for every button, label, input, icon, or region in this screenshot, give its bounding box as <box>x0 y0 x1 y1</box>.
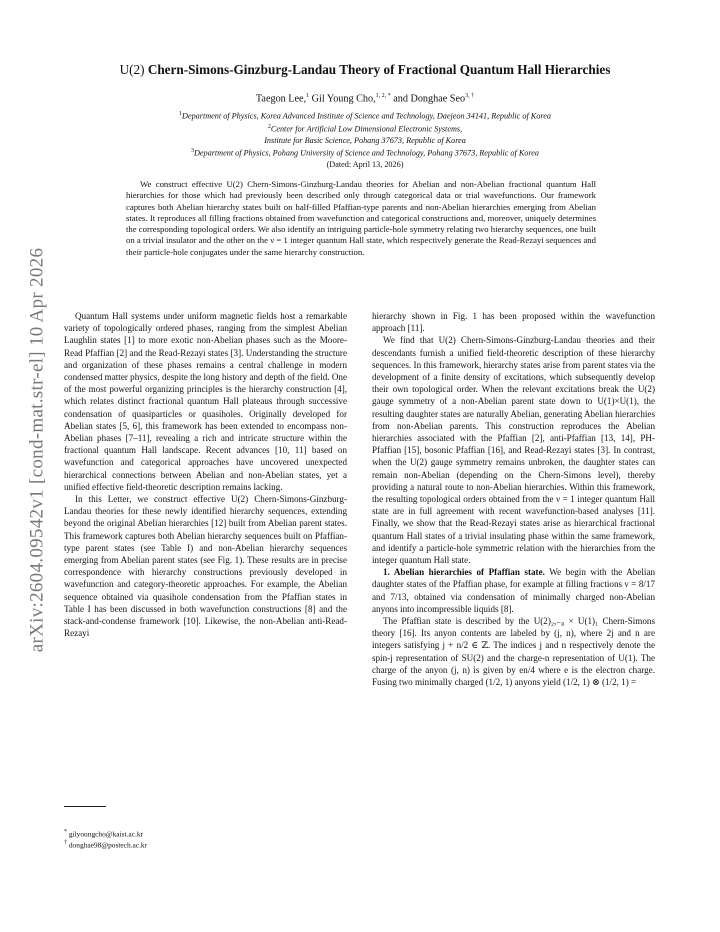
affiliation-2-mark: 2 <box>267 124 271 131</box>
footnote-2-email: donghae98@postech.ac.kr <box>68 840 148 850</box>
footnote-2 <box>64 838 347 850</box>
affiliation-3-mark: 3 <box>190 148 194 155</box>
date-line: (Dated: April 13, 2026) <box>326 159 404 169</box>
affiliation-3-text: Department of Physics, Pohang University of Science and Technology, Pohang 37673, Republic of Korea <box>193 148 540 158</box>
abstract-text: We construct effective U(2) Chern-Simons-Ginzburg-Landau theories for Abelian and non-Abelian fractional quantum Hall hierarchies for those which had previously been described only through categorical data or trial wavefunctions. Our framework captures both Abelian hierarchy states built on half-filled Pfaffian-type parents and non-Abelian hierarchies emerging from Abelian states. It reproduces all filling fractions obtained from wavefunction and categorical constructions and, moreover, uniquely determines the corresponding topological orders. We also identify an intriguing particle-hole symmetry relating two hierarchy sequences, one built on a trivial insulator and the other on the ν = 1 integer quantum Hall state, which respectively generate the Read-Rezayi sequences and their particle-hole conjugates under the same hierarchy construction. <box>126 179 596 257</box>
affiliation-2-line-1: Center for Artificial Low Dimensional Electronic Systems, <box>270 125 463 135</box>
footnote-2-mark: † <box>64 840 67 846</box>
title-text: Chern-Simons-Ginzburg-Landau Theory of Fractional Quantum Hall Hierarchies <box>147 62 611 77</box>
arxiv-identifier: arXiv:2604.09542v1 [cond-mat.str-el] 10 Apr 2026 <box>26 247 48 653</box>
affiliation-2b: Institute for Basic Science, Pohang 37673, Republic of Korea <box>264 135 466 145</box>
author-3: and Donghae Seo <box>390 93 466 105</box>
left-column <box>64 310 347 639</box>
right-column <box>372 310 655 688</box>
author-1: Taegon Lee, <box>255 93 307 105</box>
paragraph: hierarchy shown in Fig. 1 has been proposed within the wavefunction approach [11]. <box>372 311 655 334</box>
title-prefix: U(2) <box>119 62 145 77</box>
footnote-rule <box>64 806 106 807</box>
paragraph: In this Letter, we construct effective U(2) Chern-Simons-Ginzburg-Landau theories for these newly identified hierarchy sequences, extending beyond the original Abelian hierarchies [12] built from Abelian parent states. This framework captures both Abelian hierarchy sequences built on Pfaffian-type parent states (see Table I) and non-Abelian hierarchy sequences emerging from Abelian parent states (see Fig. 1). These results are in precise correspondence with hierarchy constructions previously developed in wavefunction and category-theoretic approaches. For example, the Abelian sequence obtained via quasihole condensation from the Pfaffian states in Table I has been discussed in both wavefunction constructions [8] and the stack-and-condense framework [10]. Likewise, the non-Abelian anti-Read-Rezayi <box>64 494 347 639</box>
author-2: Gil Young Cho, <box>309 93 376 105</box>
author-list <box>60 93 670 104</box>
author-1-mark: 1 <box>306 93 310 99</box>
section-text: We begin with the Abelian daughter states of the Pfaffian phase, for example at filling fractions ν = 8/17 and 7/13, obtained via condensation of minimally charged non-Abelian anyons into incompressible liquids [8]. <box>372 567 656 614</box>
abstract <box>126 179 596 258</box>
arxiv-identifier-margin <box>2 200 72 700</box>
paragraph: We find that U(2) Chern-Simons-Ginzburg-Landau theories and their descendants furnish a unified field-theoretic description of these hierarchy sequences. In this framework, hierarchy states arise from parent states via the development of a finite density of excitations, which subsequently develop their own topological order. When the relevant excitations break the U(2) gauge symmetry of a non-Abelian parent state down to U(1)×U(1), the resulting daughter states are naturally Abelian, generating Abelian hierarchies from non-Abelian parents. This construction reproduces the Abelian hierarchies associated with the Pfaffian [2], anti-Pfaffian [13, 14], PH-Pfaffian [15], bosonic Pfaffian [16], and Read-Rezayi states [3]. In contrast, when the U(2) gauge symmetry remains unbroken, the daughter states can remain non-Abelian (depending on the Chern-Simons level), thereby providing a natural route to non-Abelian hierarchies. Within this framework, the resulting topological orders obtained from the ν = 1 integer quantum Hall state are in full agreement with recent wavefunction-based analyses [11]. Finally, we show that the Read-Rezayi states arise as hierarchical fractional quantum Hall states of a trivial insulating phase within the same framework, and identify a particle-hole symmetric relation with the hierarchies from the integer quantum Hall state. <box>372 335 655 566</box>
section-heading: 1. Abelian hierarchies of Pfaffian state. <box>383 567 545 578</box>
paragraph: Quantum Hall systems under uniform magnetic fields host a remarkable variety of topologically ordered phases, ranging from the simplest Abelian Laughlin states [1] to more exotic non-Abelian phases such as the Moore-Read Pfaffian [2] and the Read-Rezayi states [3]. Understanding the structure and organization of these phases remains a central challenge in modern condensed matter physics, despite the long history and depth of the field. One of the most powerful organizing principles is the hierarchy construction [4], which relates distinct fractional quantum Hall plateaus through successive condensation of quasiparticles or quasiholes. Originally developed for Abelian states [5, 6], this framework has been extended to encompass non-Abelian phases [7–11], revealing a rich and intricate structure within the fractional quantum Hall landscape. Recent advances [10, 11] based on wavefunction and categorical approaches have uncovered unexpected hierarchical connections between Abelian and non-Abelian states, yet a unified effective field-theoretic description remains lacking. <box>64 311 347 492</box>
footnote-1-email: gilyoungcho@kaist.ac.kr <box>68 829 143 839</box>
paper-title <box>60 62 670 78</box>
footnote-1-mark: * <box>64 829 67 835</box>
affiliation-1-text: Department of Physics, Korea Advanced Institute of Science and Technology, Daejeon 34141, Republic of Korea <box>182 111 551 121</box>
affiliations <box>60 109 670 170</box>
affiliation-1 <box>60 109 670 122</box>
affiliation-2 <box>60 122 670 135</box>
author-2-mark: 1, 2, * <box>375 93 391 99</box>
affiliation-1-mark: 1 <box>179 111 183 117</box>
author-3-mark: 3, † <box>465 93 475 99</box>
section-paragraph <box>372 566 655 615</box>
paragraph: The Pfaffian state is described by the U(2)₂,₋₈ × U(1)₁ Chern-Simons theory [16]. Its anyon contents are labeled by (j, n), where 2j and n are integers satisfying j + n/2 ∈ ℤ. The indices j and n respectively denote the spin-j representation of SU(2) and the charge-n representation of U(1). The charge of the anyon (j, n) is given by en/4 where e is the electron charge. Fusing two minimally charged (1/2, 1) anyons yield (1/2, 1) ⊗ (1/2, 1) = <box>372 616 655 688</box>
affiliation-3 <box>60 146 670 159</box>
